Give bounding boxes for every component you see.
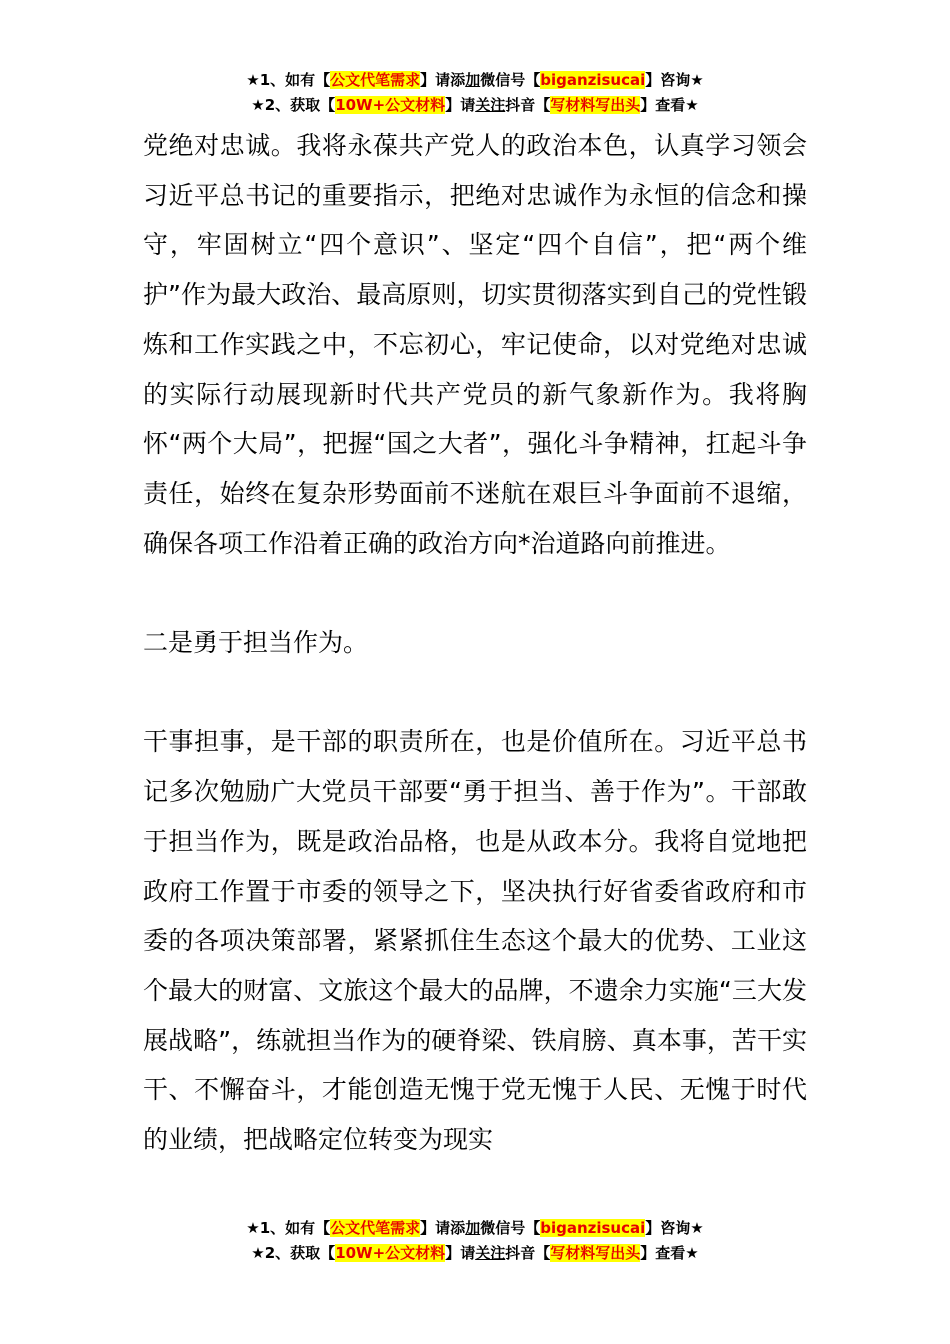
banner-highlight: biganzisucai (540, 71, 646, 89)
banner-text: ★2、获取【 (251, 1244, 336, 1262)
section-heading: 二是勇于担当作为。 (143, 628, 369, 658)
banner-text: 】咨询★ (645, 1219, 704, 1237)
banner-underlined-text: 加 (465, 1219, 481, 1237)
banner-highlight: 公文代笔需求 (330, 1219, 421, 1237)
banner-text: 抖音【 (505, 1244, 551, 1262)
banner-text: 】请 (445, 96, 476, 114)
header-banner (0, 68, 950, 118)
banner-line-2 (0, 93, 950, 118)
banner-underlined-text: 加 (465, 71, 481, 89)
document-body (143, 121, 807, 1165)
banner-highlight: 10W+公文材料 (335, 96, 446, 114)
body-paragraph: 党绝对忠诚。我将永葆共产党人的政治本色，认真学习领会习近平总书记的重要指示，把绝对忠诚作为永恒的信念和操守，牢固树立“四个意识”、坚定“四个自信”，把“两个维护”作为最大政治、最高原则，切实贯彻落实到自己的党性锻炼和工作实践之中，不忘初心，牢记使命，以对党绝对忠诚的实际行动展现新时代共产党员的新气象新作为。我将胸怀“两个大局”，把握“国之大者”，强化斗争精神，扛起斗争责任，始终在复杂形势面前不迷航在艰巨斗争面前不退缩，确保各项工作沿着正确的政治方向*治道路向前推进。 (143, 131, 807, 558)
banner-highlight: 10W+公文材料 (335, 1244, 446, 1262)
banner-text: 】咨询★ (645, 71, 704, 89)
banner-line-2 (0, 1241, 950, 1266)
banner-text: 】请添 (420, 1219, 466, 1237)
banner-text: 微信号【 (480, 1219, 541, 1237)
banner-text: 微信号【 (480, 71, 541, 89)
paragraph-spacer (143, 568, 807, 618)
banner-text: ★1、如有【 (246, 71, 331, 89)
banner-underlined-text: 关注 (475, 1244, 506, 1262)
paragraph-spacer (143, 668, 807, 718)
banner-text: 】查看★ (640, 1244, 699, 1262)
banner-underlined-text: 关注 (475, 96, 506, 114)
banner-text: 】查看★ (640, 96, 699, 114)
banner-line-1 (0, 1216, 950, 1241)
body-paragraph: 干事担事，是干部的职责所在，也是价值所在。习近平总书记多次勉励广大党员干部要“勇于担当、善于作为”。干部敢于担当作为，既是政治品格，也是从政本分。我将自觉地把政府工作置于市委的领导之下，坚决执行好省委省政府和市委的各项决策部署，紧紧抓住生态这个最大的优势、工业这个最大的财富、文旅这个最大的品牌，不遗余力实施“三大发展战略”，练就担当作为的硬脊梁、铁肩膀、真本事，苦干实干、不懈奋斗，才能创造无愧于党无愧于人民、无愧于时代的业绩，把战略定位转变为现实 (143, 727, 807, 1155)
banner-text: 抖音【 (505, 96, 551, 114)
banner-text: ★2、获取【 (251, 96, 336, 114)
banner-line-1 (0, 68, 950, 93)
banner-text: ★1、如有【 (246, 1219, 331, 1237)
banner-highlight: biganzisucai (540, 1219, 646, 1237)
footer-banner (0, 1216, 950, 1266)
banner-highlight: 公文代笔需求 (330, 71, 421, 89)
banner-highlight: 写材料写出头 (550, 1244, 641, 1262)
banner-text: 】请添 (420, 71, 466, 89)
banner-highlight: 写材料写出头 (550, 96, 641, 114)
banner-text: 】请 (445, 1244, 476, 1262)
